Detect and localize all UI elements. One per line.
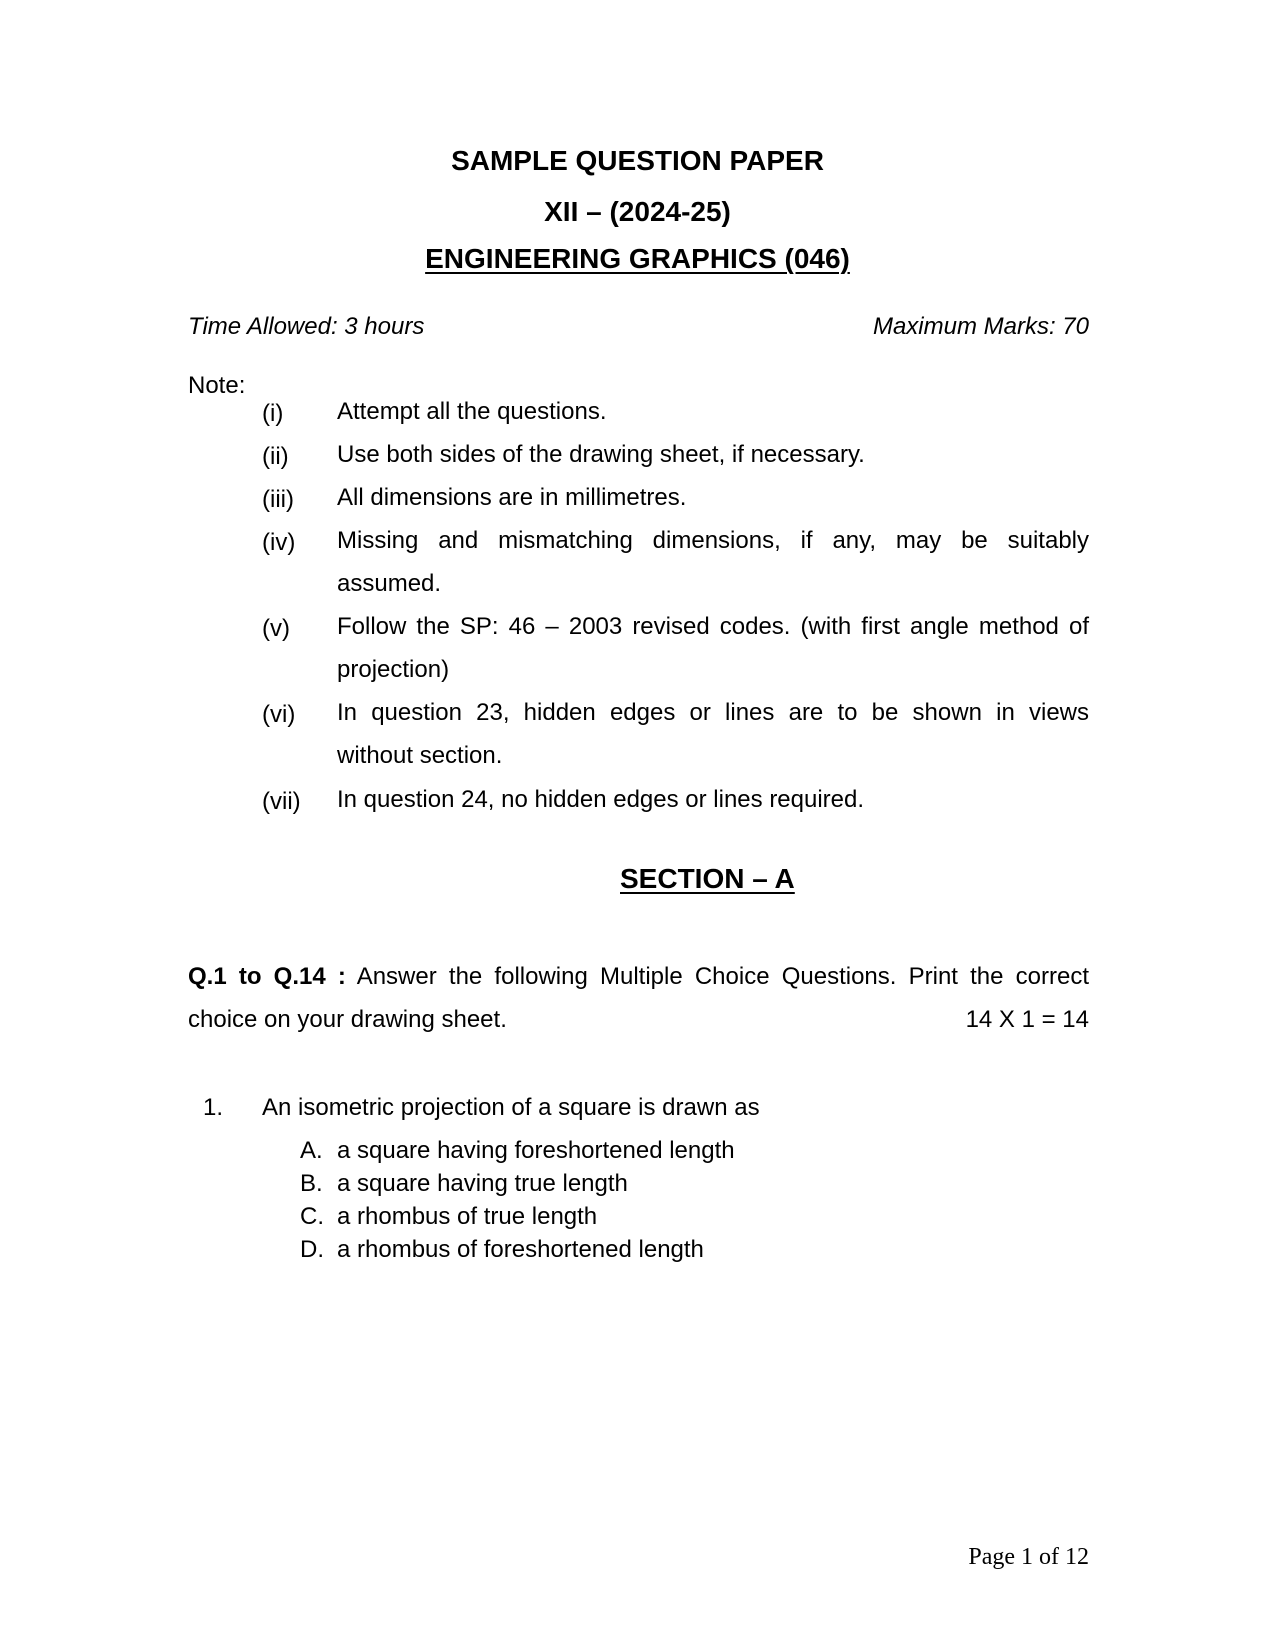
note-item-text-line1: In question 23, hidden edges or lines are to be shown in views xyxy=(337,699,1089,726)
option-letter: A. xyxy=(300,1137,323,1164)
question-text: An isometric projection of a square is drawn as xyxy=(262,1094,760,1121)
note-label: Note: xyxy=(188,372,246,399)
note-item-number: (ii) xyxy=(262,443,289,470)
note-item-number: (vii) xyxy=(262,788,301,815)
note-item-number: (iii) xyxy=(262,486,294,513)
option-text: a square having true length xyxy=(337,1170,628,1197)
note-item-text-line2: projection) xyxy=(337,656,450,683)
option-text: a square having foreshortened length xyxy=(337,1137,735,1164)
note-item-text: In question 24, no hidden edges or lines required. xyxy=(337,786,865,813)
section-heading xyxy=(620,863,795,895)
section-heading-text: SECTION – A xyxy=(620,863,795,894)
section-instruction-line1 xyxy=(188,955,1089,998)
option-text: a rhombus of true length xyxy=(337,1203,598,1230)
question-number: 1. xyxy=(203,1094,224,1121)
note-item-text: Attempt all the questions. xyxy=(337,398,607,425)
note-item-number: (vi) xyxy=(262,701,296,728)
note-item-number: (iv) xyxy=(262,529,296,556)
subject-title-text: ENGINEERING GRAPHICS (046) xyxy=(425,243,850,274)
time-allowed: Time Allowed: 3 hours xyxy=(188,313,425,340)
note-item-text: All dimensions are in millimetres. xyxy=(337,484,687,511)
section-instruction-bold: Q.1 to Q.14 : xyxy=(188,963,346,990)
note-item-text-line1: Follow the SP: 46 – 2003 revised codes. (with first angle method of xyxy=(337,613,1089,640)
paper-title: SAMPLE QUESTION PAPER xyxy=(451,145,824,176)
page-number: Page 1 of 12 xyxy=(968,1544,1089,1570)
maximum-marks: Maximum Marks: 70 xyxy=(872,313,1089,340)
note-item-text-line2: without section. xyxy=(337,742,503,769)
class-year: XII – (2024-25) xyxy=(544,196,731,227)
section-instruction-line2: choice on your drawing sheet. xyxy=(188,1006,507,1033)
option-text: a rhombus of foreshortened length xyxy=(337,1236,704,1263)
note-item-text-line2: assumed. xyxy=(337,570,442,597)
note-item-number: (i) xyxy=(262,400,284,427)
section-instruction-text: Answer the following Multiple Choice Questions. Print the correct xyxy=(356,963,1089,990)
subject-title xyxy=(0,243,1275,275)
option-letter: D. xyxy=(300,1236,324,1263)
option-letter: C. xyxy=(300,1203,324,1230)
note-item-text-line1: Missing and mismatching dimensions, if any, may be suitably xyxy=(337,527,1089,554)
note-item-number: (v) xyxy=(262,615,290,642)
section-marks: 14 X 1 = 14 xyxy=(965,1006,1089,1033)
option-letter: B. xyxy=(300,1170,323,1197)
note-item-text: Use both sides of the drawing sheet, if necessary. xyxy=(337,441,865,468)
